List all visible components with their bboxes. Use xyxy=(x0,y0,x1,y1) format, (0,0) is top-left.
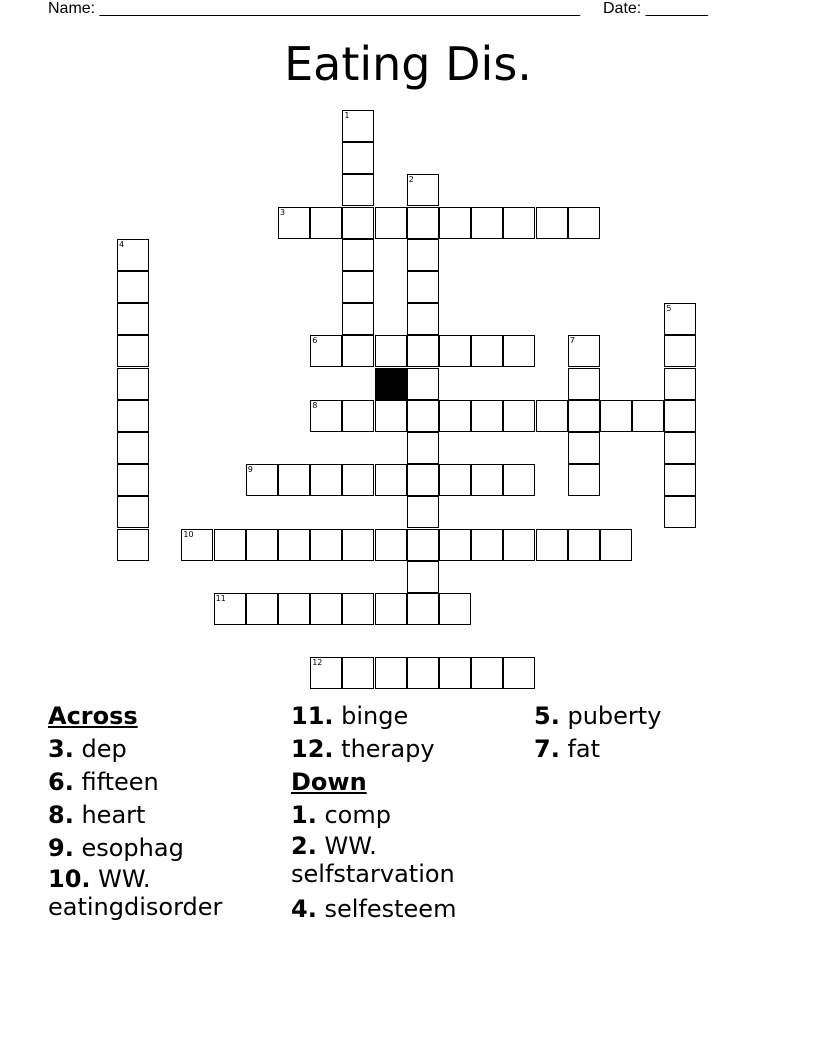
grid-cell[interactable] xyxy=(214,593,246,625)
cell-number: 4 xyxy=(119,239,125,249)
grid-cell[interactable] xyxy=(471,529,503,561)
grid-cell[interactable] xyxy=(278,529,310,561)
grid-cell[interactable] xyxy=(342,464,374,496)
grid-cell[interactable] xyxy=(246,529,278,561)
grid-cell[interactable] xyxy=(342,207,374,239)
grid-cell[interactable] xyxy=(342,110,374,142)
grid-cell[interactable] xyxy=(342,271,374,303)
across-clue-3: 3. dep xyxy=(48,735,127,763)
grid-cell[interactable] xyxy=(342,303,374,335)
grid-cell[interactable] xyxy=(278,593,310,625)
grid-cell[interactable] xyxy=(568,400,600,432)
grid-cell[interactable] xyxy=(471,464,503,496)
grid-cell[interactable] xyxy=(407,657,439,689)
down-clue-1: 1. comp xyxy=(291,801,391,829)
grid-cell[interactable] xyxy=(568,432,600,464)
grid-cell[interactable] xyxy=(375,400,407,432)
grid-cell[interactable] xyxy=(117,529,149,561)
across-clue-6: 6. fifteen xyxy=(48,768,159,796)
grid-cell[interactable] xyxy=(503,400,535,432)
grid-cell[interactable] xyxy=(407,400,439,432)
grid-cell[interactable] xyxy=(407,593,439,625)
grid-cell[interactable] xyxy=(600,400,632,432)
grid-cell[interactable] xyxy=(375,335,407,367)
grid-cell[interactable] xyxy=(407,529,439,561)
grid-cell[interactable] xyxy=(632,400,664,432)
grid-cell[interactable] xyxy=(342,335,374,367)
grid-cell[interactable] xyxy=(664,368,696,400)
grid-cell[interactable] xyxy=(568,368,600,400)
cell-number: 6 xyxy=(312,336,318,346)
grid-cell[interactable] xyxy=(407,207,439,239)
grid-cell[interactable] xyxy=(342,657,374,689)
grid-cell[interactable] xyxy=(471,207,503,239)
grid-cell[interactable] xyxy=(407,174,439,206)
cell-number: 7 xyxy=(569,336,575,346)
grid-cell[interactable] xyxy=(117,432,149,464)
name-label: Name: xyxy=(48,0,96,17)
across-clue-12: 12. therapy xyxy=(291,735,435,763)
grid-cell[interactable] xyxy=(600,529,632,561)
grid-cell[interactable] xyxy=(117,496,149,528)
grid-cell[interactable] xyxy=(439,593,471,625)
grid-cell[interactable] xyxy=(117,368,149,400)
down-clue-7: 7. fat xyxy=(534,735,601,763)
grid-cell[interactable] xyxy=(117,271,149,303)
grid-cell[interactable] xyxy=(117,400,149,432)
cell-number: 5 xyxy=(666,304,672,314)
grid-cell[interactable] xyxy=(310,335,342,367)
grid-cell[interactable] xyxy=(471,335,503,367)
grid-cell[interactable] xyxy=(407,496,439,528)
grid-cell[interactable] xyxy=(407,432,439,464)
grid-cell[interactable] xyxy=(407,335,439,367)
down-heading: Down xyxy=(291,768,367,796)
grid-cell[interactable] xyxy=(117,335,149,367)
grid-cell[interactable] xyxy=(503,464,535,496)
grid-cell[interactable] xyxy=(536,400,568,432)
cell-number: 10 xyxy=(183,529,194,539)
grid-cell[interactable] xyxy=(664,335,696,367)
grid-cell[interactable] xyxy=(310,593,342,625)
grid-cell[interactable] xyxy=(439,464,471,496)
grid-cell[interactable] xyxy=(568,464,600,496)
grid-cell[interactable] xyxy=(310,400,342,432)
grid-cell[interactable] xyxy=(407,561,439,593)
down-clue-4: 4. selfesteem xyxy=(291,895,457,923)
grid-cell[interactable] xyxy=(278,464,310,496)
grid-cell[interactable] xyxy=(375,529,407,561)
grid-cell[interactable] xyxy=(407,239,439,271)
grid-cell[interactable] xyxy=(342,174,374,206)
grid-cell[interactable] xyxy=(375,207,407,239)
grid-cell[interactable] xyxy=(375,464,407,496)
cell-number: 3 xyxy=(280,207,286,217)
grid-cell[interactable] xyxy=(117,464,149,496)
grid-cell[interactable] xyxy=(375,593,407,625)
grid-cell[interactable] xyxy=(310,464,342,496)
grid-cell[interactable] xyxy=(310,529,342,561)
grid-cell[interactable] xyxy=(342,529,374,561)
across-clue-9: 9. esophag xyxy=(48,834,184,862)
across-clue-11: 11. binge xyxy=(291,702,409,730)
cell-number: 2 xyxy=(408,175,414,185)
clues-column-3 xyxy=(534,700,764,766)
page-title: Eating Dis. xyxy=(284,37,532,91)
grid-cell[interactable] xyxy=(664,303,696,335)
down-clue-2: 2. WW. selfstarvation xyxy=(291,832,455,888)
grid-cell[interactable] xyxy=(439,207,471,239)
clues-column-2 xyxy=(291,700,521,926)
grid-cell[interactable] xyxy=(503,657,535,689)
grid-cell[interactable] xyxy=(342,400,374,432)
grid-cell[interactable] xyxy=(568,335,600,367)
grid-cell[interactable] xyxy=(471,400,503,432)
grid-cell[interactable] xyxy=(503,207,535,239)
grid-cell[interactable] xyxy=(246,464,278,496)
down-clue-5: 5. puberty xyxy=(534,702,662,730)
clues-column-1 xyxy=(48,700,278,926)
grid-cell[interactable] xyxy=(536,207,568,239)
grid-cell[interactable] xyxy=(342,593,374,625)
date-line[interactable]: _______ xyxy=(645,0,708,17)
date-label: Date: xyxy=(603,0,642,17)
cell-number: 11 xyxy=(215,594,226,603)
grid-cell[interactable] xyxy=(664,496,696,528)
grid-cell[interactable] xyxy=(375,657,407,689)
blocked-cell xyxy=(375,368,407,400)
across-clue-8: 8. heart xyxy=(48,801,146,829)
cell-number: 9 xyxy=(247,465,253,475)
grid-cell[interactable] xyxy=(117,303,149,335)
grid-cell[interactable] xyxy=(310,207,342,239)
grid-cell[interactable] xyxy=(439,335,471,367)
grid-cell[interactable] xyxy=(439,657,471,689)
grid-cell[interactable] xyxy=(246,593,278,625)
grid-cell[interactable] xyxy=(536,529,568,561)
grid-cell[interactable] xyxy=(503,335,535,367)
grid-cell[interactable] xyxy=(407,271,439,303)
grid-cell[interactable] xyxy=(568,529,600,561)
grid-cell[interactable] xyxy=(117,239,149,271)
grid-cell[interactable] xyxy=(407,303,439,335)
across-heading: Across xyxy=(48,702,138,730)
cell-number: 1 xyxy=(344,111,350,120)
cell-number: 8 xyxy=(312,400,318,410)
grid-cell[interactable] xyxy=(310,657,342,689)
grid-cell[interactable] xyxy=(407,464,439,496)
grid-cell[interactable] xyxy=(664,464,696,496)
grid-cell[interactable] xyxy=(664,400,696,432)
grid-cell[interactable] xyxy=(439,529,471,561)
grid-cell[interactable] xyxy=(214,529,246,561)
grid-cell[interactable] xyxy=(278,207,310,239)
grid-cell[interactable] xyxy=(439,400,471,432)
grid-cell[interactable] xyxy=(568,207,600,239)
grid-cell[interactable] xyxy=(181,529,213,561)
grid-cell[interactable] xyxy=(503,529,535,561)
cell-number: 12 xyxy=(312,658,323,668)
grid-cell[interactable] xyxy=(342,239,374,271)
grid-cell[interactable] xyxy=(471,657,503,689)
grid-cell[interactable] xyxy=(342,142,374,174)
grid-cell[interactable] xyxy=(664,432,696,464)
across-clue-10: 10. WW. eatingdisorder xyxy=(48,865,223,921)
name-line[interactable]: ______________________________________________________ xyxy=(99,0,581,17)
grid-cell[interactable] xyxy=(407,368,439,400)
